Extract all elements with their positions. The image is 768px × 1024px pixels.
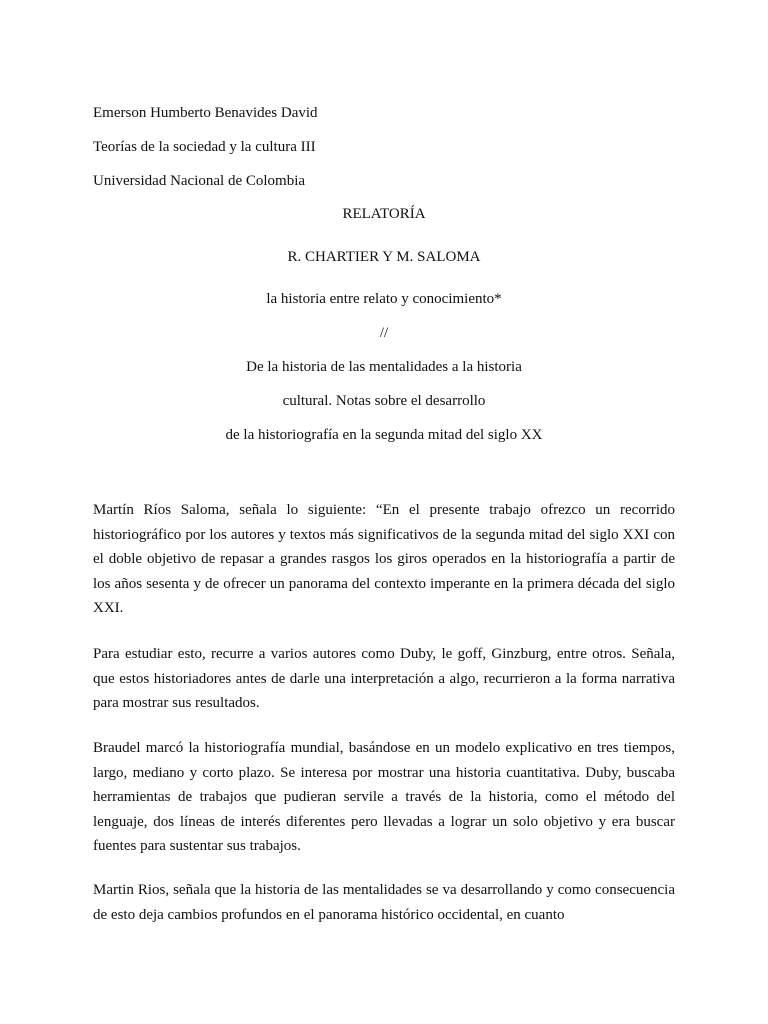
body-paragraph-1: Martín Ríos Saloma, señala lo siguiente: “En el presente trabajo ofrezco un recorrido historiográfico por los autores y textos más significativos de la segunda mitad del siglo XXI con el doble objetivo de repasar a grandes rasgos los giros operados en la historiografía a partir de los años sesenta y de ofrecer un panorama del contexto imperante en la primera década del siglo XXI. [93, 502, 675, 616]
university-name: Universidad Nacional de Colombia [93, 173, 306, 189]
body-paragraph-4: Martin Rios, señala que la historia de las mentalidades se va desarrollando y como consecuencia de esto deja cambios profundos en el panorama histórico occidental, en cuanto [93, 882, 675, 923]
title-separator: // [379, 325, 389, 341]
body-paragraph-3: Braudel marcó la historiografía mundial, basándose en un modelo explicativo en tres tiempos, largo, mediano y corto plazo. Se interesa por mostrar una historia cuantitativa. Duby, buscaba herramientas de trabajos que pudieran servile a través de la historia, como el método del lenguaje, dos líneas de interés diferentes pero llevadas a lograr un solo objetivo y era buscar fuentes para sustentar sus trabajos. [93, 740, 675, 854]
first-text-title: la historia entre relato y conocimiento* [266, 291, 502, 307]
course-name: Teorías de la sociedad y la cultura III [93, 139, 316, 155]
second-text-title-line-1: De la historia de las mentalidades a la historia [246, 359, 522, 375]
authors-heading: R. CHARTIER Y M. SALOMA [287, 249, 481, 265]
second-text-title-line-3: de la historiografía en la segunda mitad del siglo XX [225, 427, 543, 443]
author-name: Emerson Humberto Benavides David [93, 105, 318, 121]
body-paragraph-2: Para estudiar esto, recurre a varios autores como Duby, le goff, Ginzburg, entre otros. Señala, que estos historiadores antes de darle una interpretación a algo, recurrieron a la forma narrativa para mostrar sus resultados. [93, 646, 675, 711]
second-text-title-line-2: cultural. Notas sobre el desarrollo [282, 393, 486, 409]
document-type-heading: RELATORÍA [342, 206, 426, 222]
